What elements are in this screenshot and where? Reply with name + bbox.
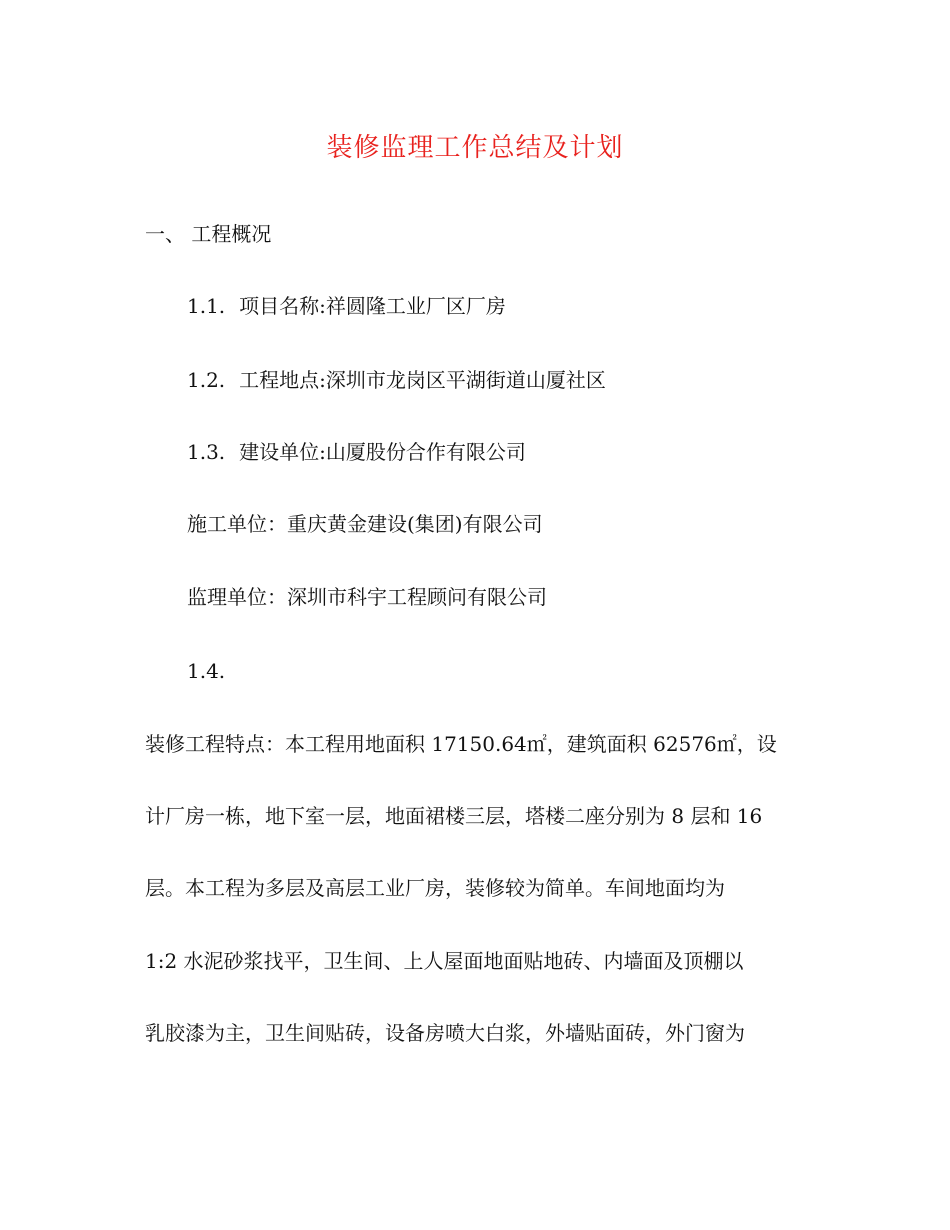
item-text: 建设单位:山厦股份合作有限公司: [239, 440, 526, 464]
paragraph-line: 层。本工程为多层及高层工业厂房，装修较为简单。车间地面均为: [145, 876, 725, 900]
document-title: 装修监理工作总结及计划: [326, 133, 624, 163]
item-text: 工程地点:深圳市龙岗区平湖街道山厦社区: [239, 368, 606, 392]
section-heading: 一、 工程概况: [145, 222, 272, 246]
paragraph-line: 乳胶漆为主，卫生间贴砖，设备房喷大白浆，外墙贴面砖，外门窗为: [145, 1021, 745, 1045]
item-number: 1.1.: [187, 294, 226, 318]
item-number-1-4: 1.4.: [187, 659, 226, 683]
list-item: [187, 291, 506, 321]
list-item: [187, 437, 526, 467]
paragraph-line: 计厂房一栋，地下室一层，地面裙楼三层，塔楼二座分别为 8 层和 16: [145, 804, 763, 828]
construction-unit-line: 施工单位：重庆黄金建设(集团)有限公司: [187, 512, 543, 536]
list-item: [187, 365, 606, 395]
paragraph-line: 1:2 水泥砂浆找平，卫生间、上人屋面地面贴地砖、内墙面及顶棚以: [145, 949, 744, 973]
item-number: 1.3.: [187, 440, 226, 464]
item-number: 1.2.: [187, 368, 226, 392]
item-text: 项目名称:祥圆隆工业厂区厂房: [239, 294, 506, 318]
supervision-unit-line: 监理单位：深圳市科宇工程顾问有限公司: [187, 585, 547, 609]
paragraph-line: 装修工程特点：本工程用地面积 17150.64㎡，建筑面积 62576㎡，设: [145, 732, 777, 756]
